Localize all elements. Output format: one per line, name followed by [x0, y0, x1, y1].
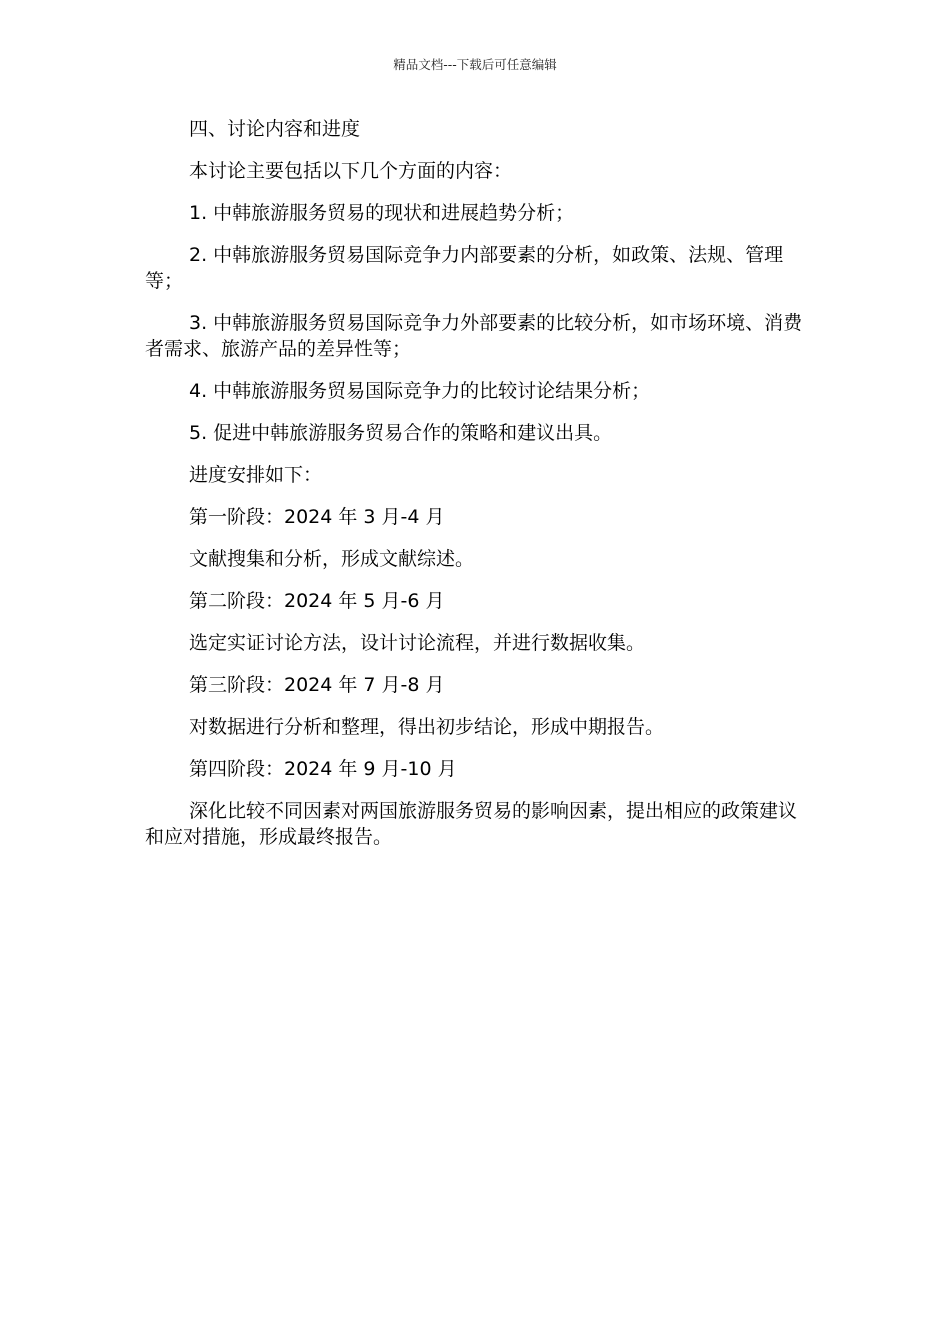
- content-item-3: 3. 中韩旅游服务贸易国际竞争力外部要素的比较分析，如市场环境、消费者需求、旅游产品的差异性等；: [145, 312, 803, 360]
- stage-1-title: 第一阶段：2024 年 3 月-4 月: [189, 506, 445, 528]
- content-item-5: 5. 促进中韩旅游服务贸易合作的策略和建议出具。: [189, 422, 613, 444]
- intro-paragraph: 本讨论主要包括以下几个方面的内容：: [189, 160, 513, 182]
- stage-2-title: 第二阶段：2024 年 5 月-6 月: [189, 590, 445, 612]
- stage-4-title: 第四阶段：2024 年 9 月-10 月: [189, 758, 457, 780]
- stage-3-title: 第三阶段：2024 年 7 月-8 月: [189, 674, 445, 696]
- page-header: 精品文档---下载后可任意编辑: [393, 57, 557, 72]
- stage-4-desc: 深化比较不同因素对两国旅游服务贸易的影响因素，提出相应的政策建议和应对措施，形成最终报告。: [145, 800, 798, 848]
- stage-3-desc: 对数据进行分析和整理，得出初步结论，形成中期报告。: [189, 716, 665, 738]
- content-item-1: 1. 中韩旅游服务贸易的现状和进展趋势分析；: [189, 202, 575, 224]
- stage-1-desc: 文献搜集和分析，形成文献综述。: [189, 548, 475, 570]
- section-heading: 四、讨论内容和进度: [189, 118, 361, 140]
- schedule-intro: 进度安排如下：: [189, 464, 323, 486]
- document-body: [145, 116, 809, 866]
- stage-2-desc: 选定实证讨论方法，设计讨论流程，并进行数据收集。: [189, 632, 646, 654]
- content-item-4: 4. 中韩旅游服务贸易国际竞争力的比较讨论结果分析；: [189, 380, 651, 402]
- content-item-2: 2. 中韩旅游服务贸易国际竞争力内部要素的分析，如政策、法规、管理等；: [145, 244, 784, 292]
